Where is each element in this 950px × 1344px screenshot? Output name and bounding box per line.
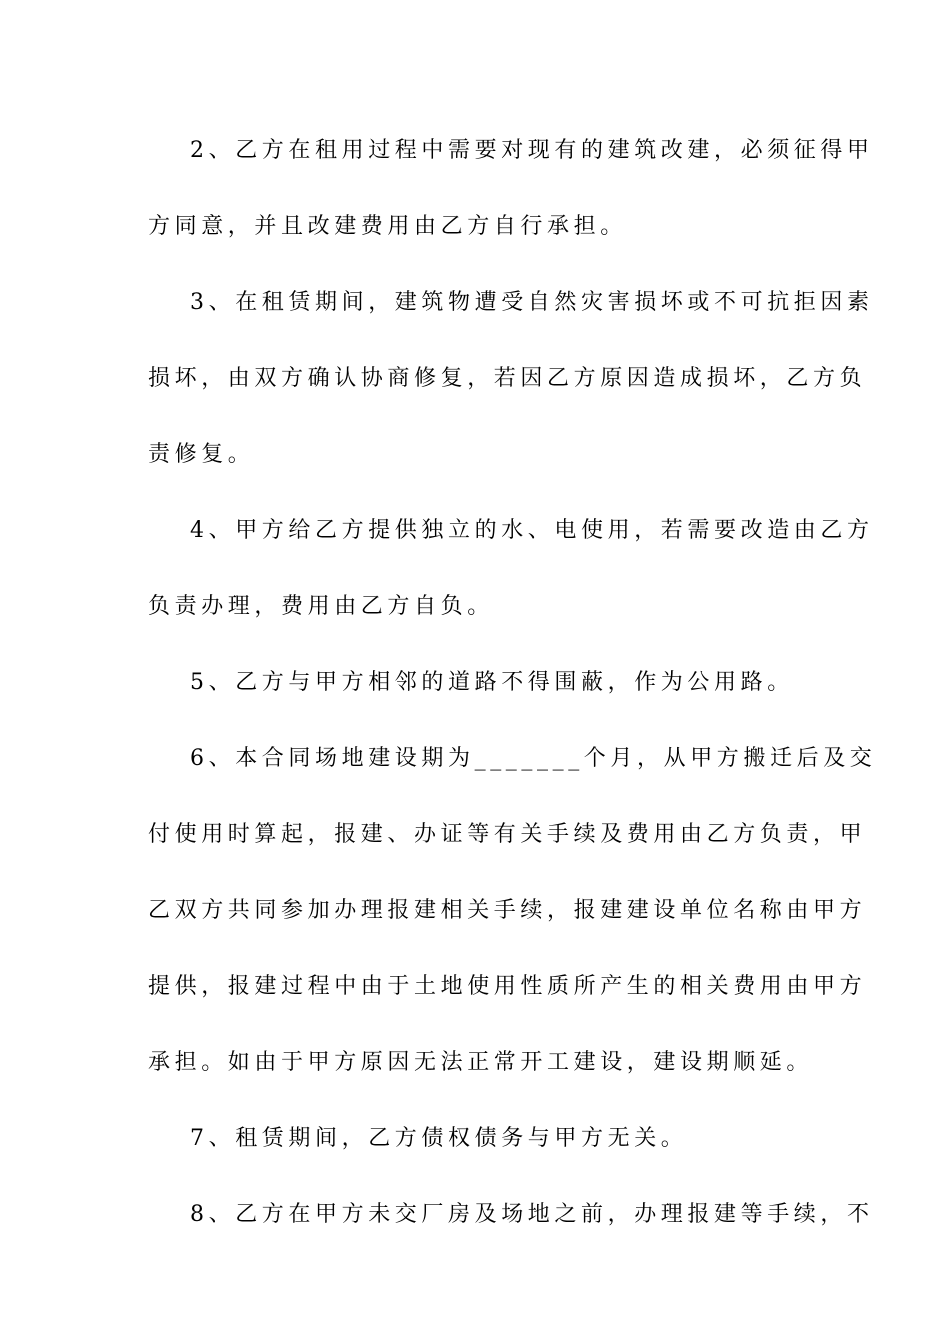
paragraph-6-line-3: 乙双方共同参加办理报建相关手续，报建建设单位名称由甲方 xyxy=(148,898,867,923)
paragraph-4-line-1: 4、甲方给乙方提供独立的水、电使用，若需要改造由乙方 xyxy=(190,518,874,543)
paragraph-5-line-1: 5、乙方与甲方相邻的道路不得围蔽，作为公用路。 xyxy=(190,670,794,695)
paragraph-4-line-2: 负责办理，费用由乙方自负。 xyxy=(148,594,494,619)
paragraph-6-line-1: 6、本合同场地建设期为_______个月，从甲方搬迁后及交 xyxy=(190,746,877,771)
paragraph-3-line-3: 责修复。 xyxy=(148,442,255,467)
paragraph-7-line-1: 7、租赁期间，乙方债权债务与甲方无关。 xyxy=(190,1126,688,1151)
paragraph-2-line-1: 2、乙方在租用过程中需要对现有的建筑改建，必须征得甲 xyxy=(190,138,874,163)
paragraph-6-line-5: 承担。如由于甲方原因无法正常开工建设，建设期顺延。 xyxy=(148,1050,814,1075)
paragraph-3-line-1: 3、在租赁期间，建筑物遭受自然灾害损坏或不可抗拒因素 xyxy=(190,290,874,315)
paragraph-8-line-1: 8、乙方在甲方未交厂房及场地之前，办理报建等手续，不 xyxy=(190,1202,874,1227)
paragraph-3-line-2: 损坏，由双方确认协商修复，若因乙方原因造成损坏，乙方负 xyxy=(148,366,867,391)
paragraph-6-line-2: 付使用时算起，报建、办证等有关手续及费用由乙方负责，甲 xyxy=(148,822,867,847)
paragraph-6-line-4: 提供，报建过程中由于土地使用性质所产生的相关费用由甲方 xyxy=(148,974,867,999)
paragraph-2-line-2: 方同意，并且改建费用由乙方自行承担。 xyxy=(148,214,627,239)
